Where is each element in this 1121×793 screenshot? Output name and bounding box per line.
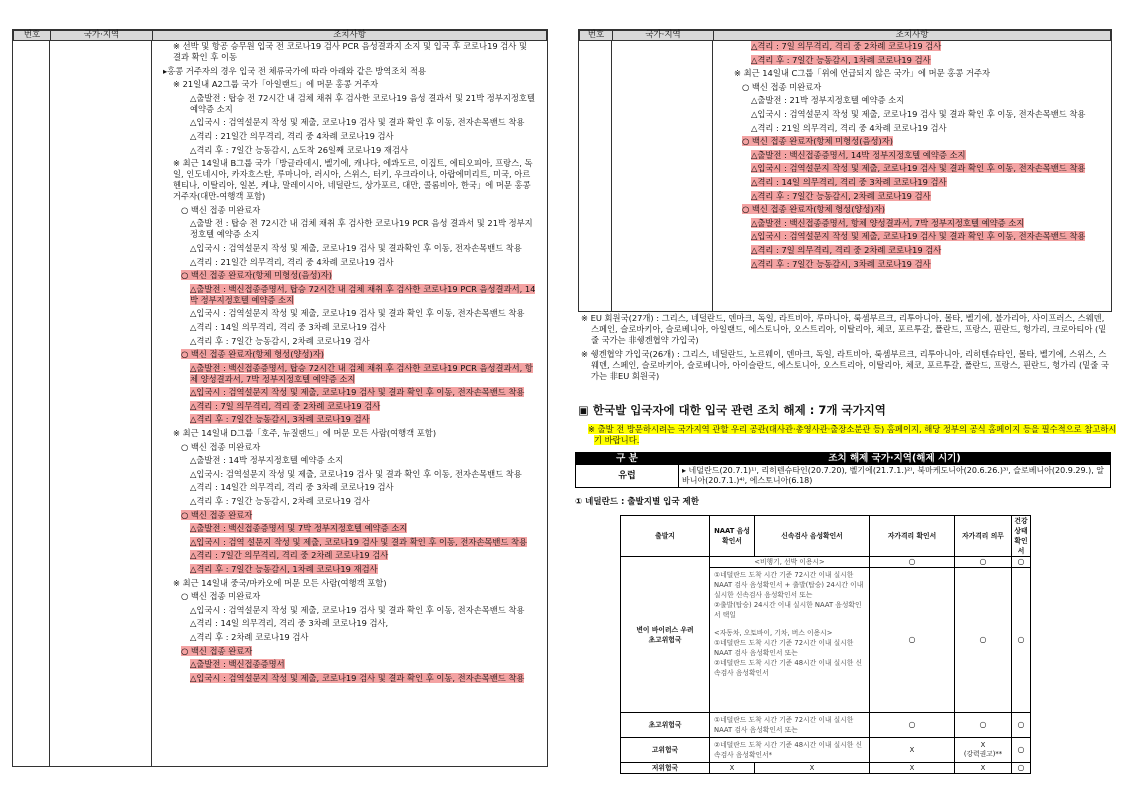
right-measures-table xyxy=(578,29,1112,312)
measure-text: △격리 : 14일 의무격리, 격리 중 3차례 코로나19 검사 xyxy=(190,321,386,332)
measure-line xyxy=(163,322,537,333)
measure-line xyxy=(163,131,537,142)
measure-text: △입국시 : 검역설문지 작성 및 제출, 코로나19 검사 및 결과 확인 후 이동, 전자손목밴드 착용 xyxy=(190,117,525,128)
measure-text: △격리 : 7일 의무격리, 격리 중 2차례 코로나19 검사 xyxy=(751,244,942,255)
measure-text: △입국시 : 검역설문지 작성 및 제출, 코로나19 검사 및 결과 확인 후 이동, 전자손목밴드 착용 xyxy=(751,108,1086,119)
measure-line xyxy=(163,469,537,480)
measure-line xyxy=(724,82,1099,93)
measure-text: △격리 후 : 7일간 능동감시, 1차례 코로나19 검사 xyxy=(751,54,931,65)
measure-text: ※ 21일내 A2그룹 국가「아일랜드」에 머문 홍콩 거주자 xyxy=(173,79,379,90)
nl-row3-naat: X xyxy=(710,763,755,774)
measure-text: △격리 : 21일간 의무격리, 격리 중 4차례 코로나19 검사 xyxy=(190,256,394,267)
measure-text: △격리 후 : 7일간 능동감시, 2차례 코로나19 검사 xyxy=(190,335,370,346)
measure-text: △입국시 : 검역설문지 작성 및 제출, 코로나19 검사 및 결과 확인 후 이동, 전자손목밴드 착용 xyxy=(751,163,1086,174)
measure-text: △입국시 : 검역설문지 작성 및 제출, 코로나19 검사 및 결과 확인 후 이동, 전자손목밴드 착용 xyxy=(190,308,525,319)
column-divider xyxy=(611,41,612,311)
measure-text: ○ 백신 접종 완료자 xyxy=(181,509,253,520)
nl-header-origin: 출발지 xyxy=(621,516,710,557)
nl-header-selfquarantine-form: 자가격리 확인서 xyxy=(870,516,955,557)
measure-text: ○ 백신 접종 완료자(항체 형성(양성)자) xyxy=(181,349,324,360)
country-notes xyxy=(581,313,1111,384)
summary-header-category: 구 분 xyxy=(576,453,679,465)
measure-line xyxy=(163,270,537,281)
measure-line xyxy=(163,401,537,412)
measure-text: △격리 : 21일 의무격리, 격리 중 4차례 코로나19 검사 xyxy=(751,122,947,133)
header-no: 번호 xyxy=(14,31,51,41)
notice-text: ※ 출발 전 방문하시려는 국가지역 관할 우리 공관(대사관·총영사관·출장소분관 등) 홈페이지, 해당 정부의 공식 홈페이지 등을 필수적으로 참고하시기 바랍니다. xyxy=(588,424,1117,445)
measure-line xyxy=(163,79,537,90)
header-no: 번호 xyxy=(580,31,613,41)
column-divider xyxy=(712,41,713,311)
measure-text: △격리 : 7일간 의무격리, 격리 중 2차례 코로나19 검사 xyxy=(190,550,389,561)
measure-line xyxy=(724,204,1099,215)
measure-text: ○ 백신 접종 미완료자 xyxy=(181,204,261,215)
measure-line xyxy=(163,659,537,670)
measure-line xyxy=(163,205,537,216)
netherlands-title-text: ① 네덜란드 : 출발지별 입국 제한 xyxy=(575,497,699,507)
measure-text: △입국시 : 검역설문지 작성 및 제출, 코로나19 검사 및 결과 확인 후 이동, 전자손목밴드 착용 xyxy=(190,604,525,615)
measure-text: △격리 후 : 7일간 능동감시, 3차례 코로나19 검사 xyxy=(190,414,370,425)
measure-text: △출발전 : 백신접종증명서, 탑승 72시간 내 검체 채취 후 검사한 코로나19 PCR 음성결과서, 항체 양성결과서, 7박 정부지정호텔 예약증 소지 xyxy=(190,362,533,384)
measure-line xyxy=(163,336,537,347)
nl-row0-line: <자동차, 오토바이, 기차, 버스 이용시> xyxy=(714,629,833,637)
measure-text: △격리 후 : 7일간 능동감시, △도착 26일째 코로나19 재검사 xyxy=(190,144,408,155)
measure-text: △출발전 : 21박 정부지정호텔 예약증 소지 xyxy=(751,95,905,106)
measure-text: △입국시 : 검역설문지 작성 및 제출, 코로나19 검사 및 결과 확인 후 이동, 전자손목밴드 착용 xyxy=(190,387,525,398)
notice xyxy=(584,424,1118,446)
measure-line xyxy=(724,55,1099,66)
measure-line xyxy=(163,145,537,156)
nl-header-selfquarantine-duty: 자가격리 의무 xyxy=(955,516,1012,557)
measure-text: △격리 후 : 7일간 능동감시, 2차례 코로나19 검사 xyxy=(190,496,370,507)
left-measures-table xyxy=(12,29,548,767)
measure-text: △격리 : 21일간 의무격리, 격리 중 4차례 코로나19 검사 xyxy=(190,130,394,141)
nl-row0-line: ①네덜란드 도착 시간 기준 72시간 이내 실시한 NAAT 검사 음성확인서 또는 xyxy=(714,639,854,657)
measure-line xyxy=(724,136,1099,147)
measure-line xyxy=(724,123,1099,134)
measure-line xyxy=(163,284,537,306)
measure-line xyxy=(163,482,537,493)
left-table-header xyxy=(13,30,547,41)
measure-text: △출발전 : 백신접종증명서, 14박 정부지정호텔 예약증 소지 xyxy=(751,149,966,160)
summary-table xyxy=(575,452,1111,488)
measure-line xyxy=(163,66,537,77)
nl-row3-c3: ○ xyxy=(1012,763,1031,774)
measure-text: △입국시 : 검역 설문지 작성 및 제출, 코로나19 검사 및 결과 확인 후 이동, 전자손목밴드 착용 xyxy=(190,536,528,547)
measure-line xyxy=(163,308,537,319)
nl-row1-c2: ○ xyxy=(955,713,1012,738)
nl-header-naat: NAAT 음성확인서 xyxy=(710,516,755,557)
summary-region: 유럽 xyxy=(576,465,679,488)
measure-line xyxy=(163,93,537,115)
nl-row3-c2: X xyxy=(955,763,1012,774)
measure-text: ※ 최근 14일내 D그룹「호주, 뉴질랜드」에 머문 모든 사람(여행객 포함) xyxy=(173,428,437,439)
nl-row2-c1: X xyxy=(870,738,955,763)
measure-line xyxy=(163,387,537,398)
column-divider xyxy=(151,41,152,766)
nl-row0-c3: ○ xyxy=(1012,568,1031,713)
nl-header-rapid: 신속검사 음성확인서 xyxy=(755,516,870,557)
measure-line xyxy=(163,550,537,561)
measure-line xyxy=(163,257,537,268)
measure-text: ※ 최근 14일내 B그룹 국가「방글라데시, 벨기에, 캐나다, 에콰도르, 이집트, 에티오피아, 프랑스, 독일, 인도네시아, 카자흐스탄, 루마니아, 러시아, 스위스, 터키, 우크라이나, 아랍에미리트, 미국, 아르헨티나, 이탈리아, 일본, 케냐, 말레이시아, 네덜란드, 상가포르, 대만, 콜롬비아, 한국」에 머문 홍콩 거주자(대만-여행객 포함) xyxy=(173,158,533,202)
measure-line xyxy=(724,68,1099,79)
measure-line xyxy=(163,428,537,439)
left-measures-list xyxy=(163,41,537,686)
nl-row0-top-mark-2: ○ xyxy=(955,557,1012,568)
measure-line xyxy=(724,245,1099,256)
measure-line xyxy=(163,618,537,629)
measure-line xyxy=(163,158,537,202)
measure-line xyxy=(724,259,1099,270)
nl-row1-c3: ○ xyxy=(1012,713,1031,738)
measure-line xyxy=(163,673,537,684)
header-country: 국가·지역 xyxy=(51,31,153,41)
nl-row0-spacer xyxy=(714,620,865,628)
measure-text: △출발전 : 14박 정부지정호텔 예약증 소지 xyxy=(190,455,344,466)
measure-text: △입국시: 검역설문지 작성 및 제출, 코로나19 검사 및 결과 확인 후 이동, 전자손목밴드 착용 xyxy=(190,468,522,479)
eu-members-note: ※ EU 회원국(27개) : 그리스, 네덜란드, 덴마크, 독일, 라트비아, 루마니아, 룩셈부르크, 리투아니아, 몰타, 벨기에, 불가리아, 사이프러스, 스웨덴, 스페인, 슬로바키아, 슬로베니아, 아일랜드, 에스토니아, 오스트리아, 이탈리아, 체코, 포르투갈, 폴란드, 프랑스, 핀란드, 헝가리, 크로아티아 (밑줄 국가는 非쉥겐협약 가입국) xyxy=(581,313,1107,345)
column-divider xyxy=(49,41,50,766)
measure-text: △격리 후 : 7일간 능동감시, 1차례 코로나19 재검사 xyxy=(190,564,378,574)
measure-text: △출발전 : 백신접종증명서, 탑승 72시간 내 검체 채취 후 검사한 코로나19 PCR 음성결과서, 14박 정부지정호텔 예약증 소지 xyxy=(190,283,536,305)
header-country: 국가·지역 xyxy=(613,31,714,41)
nl-row0-line: ②네덜란드 도착 시간 기준 48시간 이내 실시한 신속검사 음성확인서 xyxy=(714,659,863,677)
measure-line xyxy=(724,177,1099,188)
measure-line xyxy=(724,218,1099,229)
nl-row3-rapid: X xyxy=(755,763,870,774)
section-title: ▣ 한국발 입국자에 대한 입국 관련 조치 해제 : 7개 국가지역 xyxy=(578,403,886,417)
measure-text: ▸홍콩 거주자의 경우 입국 전 체류국가에 따라 아래와 같은 방역조치 적용 xyxy=(163,65,426,76)
measure-line xyxy=(163,578,537,589)
measure-line xyxy=(163,537,537,548)
measure-line xyxy=(163,605,537,616)
measure-text: △출발전 : 탑승 전 72시간 내 검체 채취 후 검사한 코로나19 음성 결과서 및 21박 정부지정호텔 예약증 소지 xyxy=(190,92,535,114)
measure-line xyxy=(724,150,1099,161)
header-measures: 조치사항 xyxy=(714,31,1111,41)
nl-row2-conditions: ②네덜란드 도착 시간 기준 48시간 이내 실시한 신속검사 음성확인서* xyxy=(710,738,870,763)
measure-line xyxy=(163,496,537,507)
measure-text: △격리 후 : 7일간 능동감시, 2차례 코로나19 검사 xyxy=(751,190,931,201)
measure-line xyxy=(163,218,537,240)
nl-row3-c1: X xyxy=(870,763,955,774)
measure-line xyxy=(724,231,1099,242)
nl-row0-top: <비행기, 선박 이용시> xyxy=(710,557,870,568)
nl-row0-line: ①네덜란드 도착 시간 기준 72시간 이내 실시한 NAAT 검사 음성확인서 + 출발(탑승) 24시간 이내 실시한 신속검사 음성확인서 또는 xyxy=(714,571,864,599)
measure-text: ○ 백신 접종 미완료자 xyxy=(742,81,822,92)
measure-line xyxy=(163,117,537,128)
measure-line xyxy=(724,41,1099,52)
nl-row0-c2: ○ xyxy=(955,568,1012,713)
measure-line xyxy=(163,510,537,521)
measure-line xyxy=(163,564,537,575)
measure-text: △입국시 : 검역설문지 작성 및 제출, 코로나19 검사 및 결과 확인 후 이동, 전자손목밴드 착용 xyxy=(751,231,1086,242)
measure-text: △격리 : 7일 의무격리, 격리 중 2차례 코로나19 검사 xyxy=(190,400,381,411)
nl-row1-conditions: ①네덜란드 도착 시간 기준 72시간 이내 실시한 NAAT 검사 음성확인서 또는 xyxy=(710,713,870,738)
nl-origin-row3: 저위험국 xyxy=(621,763,710,774)
measure-text: △출발전 : 백신접종증명서 xyxy=(190,659,285,670)
measure-line xyxy=(163,632,537,643)
measure-line xyxy=(163,243,537,254)
measure-text: △출발전 : 백신접종증명서, 항체 양성결과서, 7박 정부지정호텔 예약증 소지 xyxy=(751,217,1025,228)
measure-text: ※ 최근 14일내 C그룹「위에 언급되지 않은 국가」에 머문 홍콩 거주자 xyxy=(734,68,990,79)
measure-line xyxy=(724,163,1099,174)
measure-line xyxy=(163,442,537,453)
measure-text: △격리 : 14일간 의무격리, 격리 중 3차례 코로나19 검사 xyxy=(190,482,394,493)
nl-origin-row0: 변이 바이러스 우려 초고위험국 xyxy=(621,557,710,713)
nl-origin-row2: 고위험국 xyxy=(621,738,710,763)
measure-text: △격리 : 7일 의무격리, 격리 중 2차례 코로나19 검사 xyxy=(751,41,942,51)
measure-text: △입국시 : 검역설문지 작성 및 제출, 코로나19 검사 및 결과확인 후 이동, 전자손목밴드 착용 xyxy=(190,242,522,253)
measure-text: △격리 : 14일 의무격리, 격리 중 3차례 코로나19 검사 xyxy=(751,176,947,187)
measure-line xyxy=(724,191,1099,202)
schengen-members-note: ※ 쉥겐협약 가입국(26개) : 그리스, 네덜란드, 노르웨이, 덴마크, 독일, 라트비아, 룩셈부르크, 리투아니아, 리히텐슈타인, 몰타, 벨기에, 스위스, 스웨덴, 스페인, 슬로바키아, 슬로베니아, 아이슬란드, 에스토니아, 오스트리아, 이탈리아, 체코, 포르투갈, 폴란드, 프랑스, 핀란드, 헝가리 (밑줄 국가는 非EU 회원국) xyxy=(581,348,1109,381)
measure-line xyxy=(724,109,1099,120)
nl-row0-top-mark-1: ○ xyxy=(870,557,955,568)
measure-line xyxy=(163,646,537,657)
nl-row0-top-mark-3: ○ xyxy=(1012,557,1031,568)
measure-line xyxy=(724,95,1099,106)
measure-text: ※ 선박 및 항공 승무원 입국 전 코로나19 검사 PCR 음성결과지 소지 및 입국 후 코로나19 검사 및 결과 확인 후 이동 xyxy=(173,41,527,62)
measure-text: △격리 : 14일 의무격리, 격리 중 3차례 코로나19 검사, xyxy=(190,618,389,629)
measure-line xyxy=(163,523,537,534)
netherlands-title xyxy=(575,497,699,508)
measure-text: △출발전 : 백신접종증명서 및 7박 정부지정호텔 예약증 소지 xyxy=(190,523,408,534)
measure-line xyxy=(163,41,537,63)
right-measures-list xyxy=(724,41,1099,272)
summary-countries: ▸ 네덜란드(20.7.1)¹⁾, 리히텐슈타인(20.7.20), 벨기에(21.7.1.)²⁾, 북마케도니아(20.6.26.)³⁾, 슬로베니아(20.9.29.), 알바니아(20.7.1.)⁴⁾, 에스토니아(6.18) xyxy=(679,465,1111,488)
nl-row0-c1: ○ xyxy=(870,568,955,713)
nl-row2-c3: ○ xyxy=(1012,738,1031,763)
measure-text: ○ 백신 접종 완료자(항체 형성(양성)자) xyxy=(742,204,885,215)
nl-row0-line: ②출발(탑승) 24시간 이내 실시한 NAAT 음성확인서 택일 xyxy=(714,601,862,619)
measure-text: △격리 후 : 7일간 능동감시, 3차례 코로나19 검사 xyxy=(751,258,931,269)
measure-line xyxy=(163,363,537,385)
summary-header-countries: 조치 해제 국가·지역(해제 시기) xyxy=(679,453,1111,465)
measure-text: ※ 최근 14일내 중국/마카오에 머문 모든 사람(여행객 포함) xyxy=(173,577,387,588)
nl-row1-c1: ○ xyxy=(870,713,955,738)
measure-line xyxy=(163,414,537,425)
nl-row2-c2: X (강력권고)** xyxy=(955,738,1012,763)
measure-text: △격리 후 : 2차례 코로나19 검사 xyxy=(190,631,309,642)
header-measures: 조치사항 xyxy=(153,31,547,41)
measure-text: ○ 백신 접종 완료자(항체 미형성(음성)자) xyxy=(181,270,332,281)
right-table-header xyxy=(579,30,1111,41)
measure-text: ○ 백신 접종 완료자 xyxy=(181,645,253,656)
measure-text: △입국시 : 검역설문지 작성 및 제출, 코로나19 검사 및 결과 확인 후 이동, 전자손목밴드 착용 xyxy=(190,672,525,683)
nl-row0-conditions xyxy=(710,568,870,713)
nl-header-health: 건강상태 확인서 xyxy=(1012,516,1031,557)
measure-line xyxy=(163,349,537,360)
measure-text: ○ 백신 접종 미완료자 xyxy=(181,441,261,452)
measure-text: △출발 전 : 탑승 전 72시간 내 검체 채취 후 검사한 코로나19 PCR 음성 결과서 및 21박 정부지정호텔 예약증 소지 xyxy=(190,218,533,240)
netherlands-table xyxy=(620,515,1031,774)
measure-text: ○ 백신 접종 완료자(항체 미형성(음성)자) xyxy=(742,136,893,147)
nl-origin-row1: 초고위험국 xyxy=(621,713,710,738)
measure-line xyxy=(163,455,537,466)
measure-text: ○ 백신 접종 미완료자 xyxy=(181,591,261,602)
measure-line xyxy=(163,591,537,602)
